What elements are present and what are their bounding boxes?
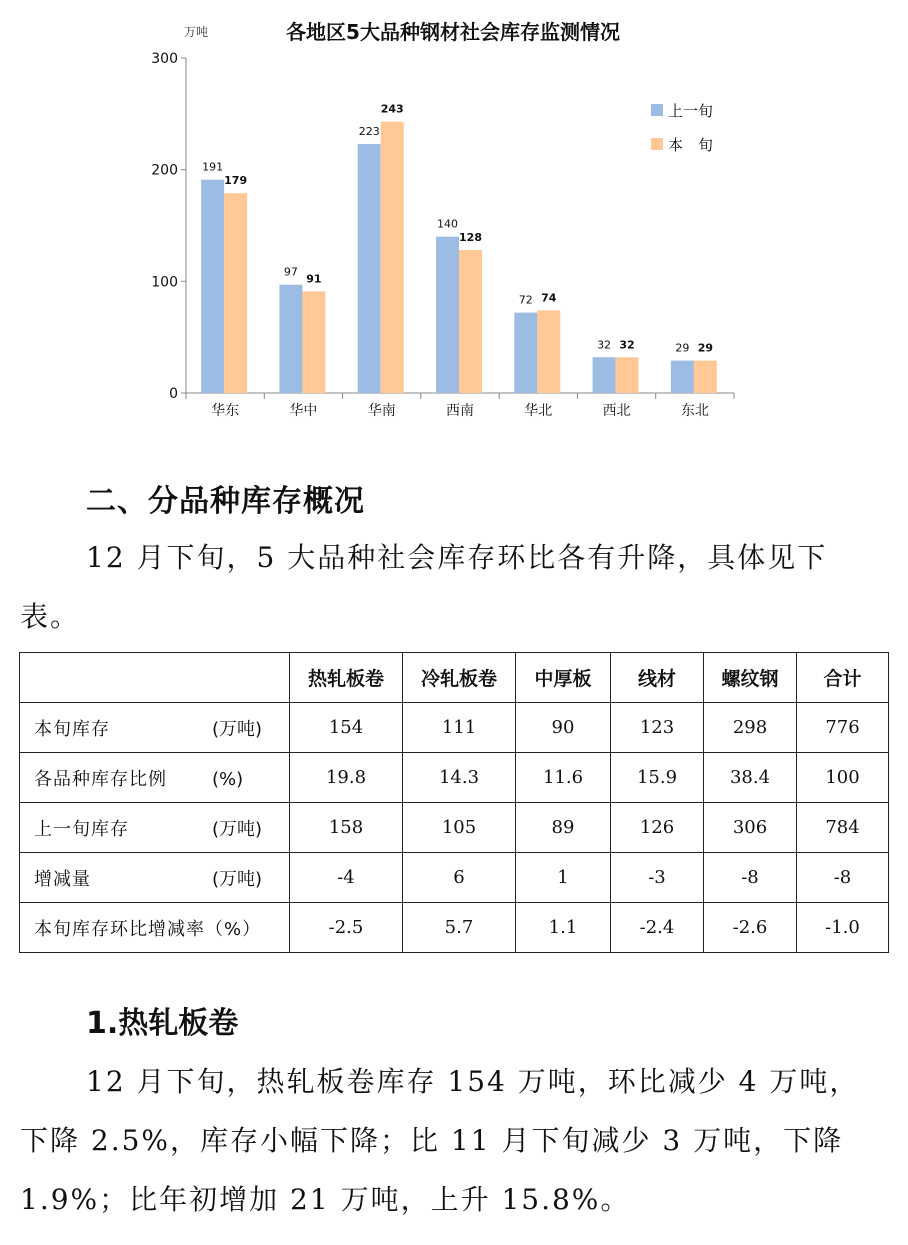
x-tick-label: 东北 xyxy=(680,403,709,419)
table-row-label xyxy=(20,853,290,903)
x-tick-label: 华南 xyxy=(367,403,396,419)
table-cell: 19.8 xyxy=(290,753,403,803)
table-cell: 123 xyxy=(611,703,704,753)
table-cell: -1.0 xyxy=(797,903,889,953)
table-row xyxy=(20,853,889,903)
table-row xyxy=(20,703,889,753)
data-label: 91 xyxy=(306,272,322,286)
table-header-cell: 线材 xyxy=(611,653,704,703)
bar-current-period xyxy=(694,361,717,393)
row-label-unit: (万吨) xyxy=(212,818,263,840)
data-label: 74 xyxy=(541,291,557,305)
legend-label: 上一旬 xyxy=(668,102,714,120)
table-cell: -2.4 xyxy=(611,903,704,953)
row-label-unit: (%) xyxy=(212,768,244,790)
bar-current-period xyxy=(381,122,404,393)
bar-previous-period xyxy=(436,237,459,393)
table-cell: -2.5 xyxy=(290,903,403,953)
table-cell: 298 xyxy=(704,703,797,753)
bar-current-period xyxy=(537,310,560,393)
table-cell: 100 xyxy=(797,753,889,803)
table-row xyxy=(20,753,889,803)
row-label-name: 本旬库存 xyxy=(34,718,110,740)
data-label: 97 xyxy=(283,265,298,279)
table-header-cell: 合计 xyxy=(797,653,889,703)
bar-previous-period xyxy=(593,357,616,393)
table-cell: -4 xyxy=(290,853,403,903)
bar-current-period xyxy=(224,193,247,393)
table-row xyxy=(20,803,889,853)
row-label-unit: (万吨) xyxy=(212,718,263,740)
table-cell: 105 xyxy=(403,803,516,853)
variety-inventory-table xyxy=(19,652,889,953)
data-label: 32 xyxy=(619,338,635,352)
table-cell: 784 xyxy=(797,803,889,853)
x-tick-label: 华北 xyxy=(524,403,553,419)
data-label: 128 xyxy=(459,231,482,245)
table-header-cell xyxy=(20,653,290,703)
y-tick-label: 100 xyxy=(151,274,178,291)
table-header-cell: 冷轧板卷 xyxy=(403,653,516,703)
data-label: 29 xyxy=(675,341,690,355)
data-label: 243 xyxy=(380,102,404,116)
table-cell: 15.9 xyxy=(611,753,704,803)
x-tick-label: 华中 xyxy=(289,403,318,419)
section-paragraph-varieties: 12 月下旬，5 大品种社会库存环比各有升降，具体见下表。 xyxy=(20,541,828,633)
table-cell: -3 xyxy=(611,853,704,903)
data-label: 29 xyxy=(697,341,714,355)
y-tick-label: 200 xyxy=(151,162,178,179)
table-cell: 126 xyxy=(611,803,704,853)
chart-y-unit: 万吨 xyxy=(184,25,209,39)
row-label-name: 本旬库存环比增减率（%） xyxy=(34,918,262,940)
row-label-name: 各品种库存比例 xyxy=(34,768,167,790)
table-cell: 154 xyxy=(290,703,403,753)
row-label-unit: (万吨) xyxy=(212,868,263,890)
table-cell: 6 xyxy=(403,853,516,903)
table-header-cell: 螺纹钢 xyxy=(704,653,797,703)
bar-previous-period xyxy=(201,180,224,393)
bar-previous-period xyxy=(358,144,381,393)
table-header-cell: 中厚板 xyxy=(516,653,611,703)
x-tick-label: 华东 xyxy=(211,403,240,419)
data-label: 191 xyxy=(202,160,224,174)
table-cell: 5.7 xyxy=(403,903,516,953)
table-cell: 1 xyxy=(516,853,611,903)
x-tick-label: 西北 xyxy=(602,403,631,419)
data-label: 32 xyxy=(597,338,612,352)
table-cell: 158 xyxy=(290,803,403,853)
data-label: 179 xyxy=(224,174,248,188)
bar-current-period xyxy=(459,250,482,393)
bar-previous-period xyxy=(514,313,537,393)
table-cell: 111 xyxy=(403,703,516,753)
table-cell: 38.4 xyxy=(704,753,797,803)
inventory-bar-chart xyxy=(0,0,908,440)
data-label: 223 xyxy=(358,124,380,138)
legend-swatch xyxy=(651,138,663,150)
table-cell: 11.6 xyxy=(516,753,611,803)
table-cell: 90 xyxy=(516,703,611,753)
bar-current-period xyxy=(302,291,325,393)
table-row xyxy=(20,903,889,953)
bar-previous-period xyxy=(279,285,302,393)
row-label-name: 上一旬库存 xyxy=(34,818,129,840)
table-header-cell: 热轧板卷 xyxy=(290,653,403,703)
table-row-label xyxy=(20,803,290,853)
section-heading-hot-rolled: 1.热轧板卷 xyxy=(86,1006,239,1041)
table-header-row xyxy=(20,653,889,703)
table-cell: -8 xyxy=(704,853,797,903)
data-label: 72 xyxy=(518,293,533,307)
table-cell: -8 xyxy=(797,853,889,903)
legend-label: 本 旬 xyxy=(668,136,714,154)
bar-previous-period xyxy=(671,361,694,393)
table-cell: -2.6 xyxy=(704,903,797,953)
table-row-label xyxy=(20,903,290,953)
section-heading-varieties: 二、分品种库存概况 xyxy=(86,484,365,519)
row-label-name: 增减量 xyxy=(34,868,91,890)
table-cell: 89 xyxy=(516,803,611,853)
data-label: 140 xyxy=(437,217,458,231)
chart-title: 各地区5大品种钢材社会库存监测情况 xyxy=(286,20,620,44)
legend-swatch xyxy=(651,104,663,116)
section-paragraph-hot-rolled: 12 月下旬，热轧板卷库存 154 万吨，环比减少 4 万吨，下降 2.5%，库存小幅下降；比 11 月下旬减少 3 万吨，下降 1.9%；比年初增加 21 万吨，上升 15.8%。 xyxy=(20,1065,860,1216)
bar-current-period xyxy=(616,357,639,393)
y-tick-label: 300 xyxy=(151,51,178,67)
table-cell: 14.3 xyxy=(403,753,516,803)
table-row-label xyxy=(20,703,290,753)
x-tick-label: 西南 xyxy=(446,403,474,419)
table-cell: 776 xyxy=(797,703,889,753)
y-tick-label: 0 xyxy=(169,386,178,402)
table-cell: 1.1 xyxy=(516,903,611,953)
table-cell: 306 xyxy=(704,803,797,853)
table-row-label xyxy=(20,753,290,803)
